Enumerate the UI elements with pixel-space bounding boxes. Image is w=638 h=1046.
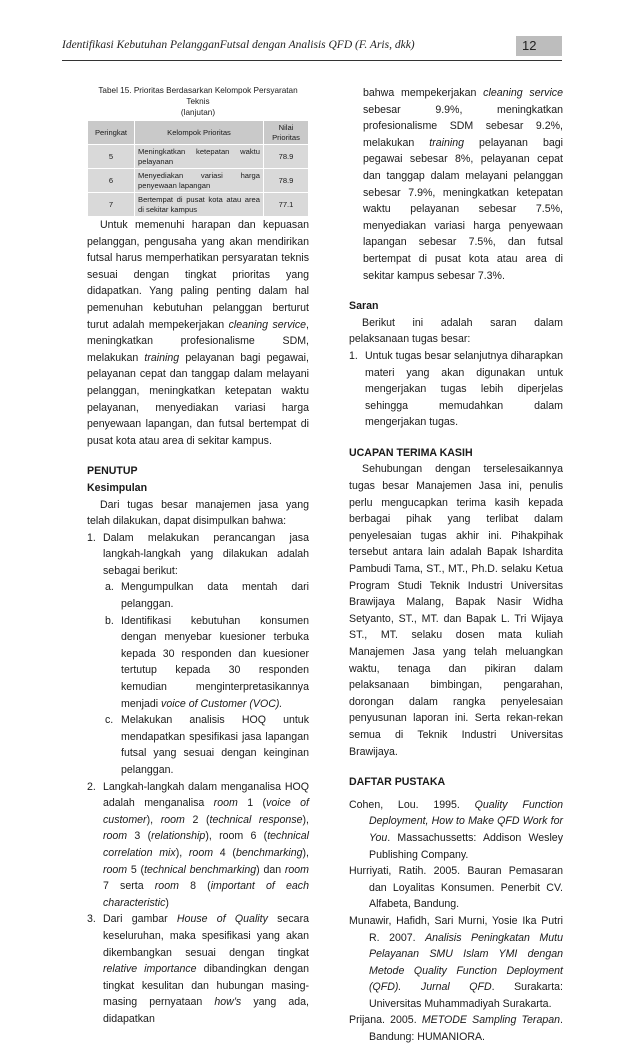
t: room (154, 880, 179, 893)
saran-list (349, 348, 563, 431)
list-item (87, 530, 309, 779)
t: House of Quality (176, 913, 268, 926)
sub-text: Identifikasi kebutuhan konsumen dengan menyebar kuesioner terbuka kepada 30 responden dan kuesioner tertutup kepada 30 responden kemudian menginterpretasikannya menjadi (121, 614, 309, 710)
t: room (188, 846, 214, 859)
t: benchmarking (235, 846, 303, 859)
caption-line-1: Tabel 15. Prioritas Berdasarkan Kelompok Persyaratan Teknis (98, 86, 298, 106)
t: bahwa mempekerjakan (363, 87, 484, 99)
sub-list (103, 579, 309, 778)
caption-line-2: (lanjutan) (180, 108, 216, 117)
t: 2 ( (184, 813, 210, 826)
t: important of each characteristic (103, 880, 309, 909)
t: 4 ( (213, 846, 236, 859)
t: Prijana. 2005. (349, 1014, 422, 1027)
t: pelayanan bagi pegawai sebesar 8%, pelayanan cepat dan tanggap dalam melayani pelanggan sebesar 7.9%, meningkatkan ketepatan waktu pelayanan sebesar 7.5%, menyediakan variasi harga penyewaan lapangan sebesar 7.5%, dan futsal bertempat di pusat kota atau area di sekitar kampus sebesar 7.3%. (363, 136, 563, 282)
header-nilai: Nilai Prioritas (264, 121, 309, 145)
t: how’s (214, 996, 242, 1009)
row-value: 77.1 (264, 193, 309, 217)
table-caption (87, 85, 309, 118)
header-kelompok: Kelompok Prioritas (135, 121, 264, 145)
section-heading-references: DAFTAR PUSTAKA (349, 776, 446, 789)
t: . Surakarta: Universitas Muhammadiyah Surakarta. (369, 981, 563, 1010)
t: technical benchmarking (144, 863, 257, 876)
t: Analisis Peningkatan Mutu Pelayanan SMU Islam YMI dengan Metode Quality Function Deployment (QFD). Jurnal QFD (369, 931, 563, 994)
page-number: 12 (516, 36, 562, 56)
t: ) (165, 896, 169, 909)
kesimpulan-intro: Dari tugas besar manajemen jasa yang telah dilakukan, dapat disimpulkan bahwa: (87, 498, 309, 528)
t: ), (175, 846, 189, 859)
t: Langkah-langkah dalam menganalisa HOQ adalah menganalisa (103, 780, 309, 810)
t: ), (302, 846, 309, 859)
t: ), (146, 813, 161, 826)
sub-list-item (105, 712, 309, 778)
subsection-heading-kesimpulan: Kesimpulan (87, 481, 148, 494)
table-header-row (88, 121, 309, 145)
t: ) dan (256, 863, 285, 876)
t: 3 ( (127, 830, 152, 843)
t: 1 ( (237, 797, 267, 810)
t: relationship (151, 830, 206, 843)
t: sebesar 9.9%, meningkatkan profesionalisme SDM sebesar 9.2%, melakukan (363, 103, 563, 149)
t: yang ada, didapatkan (103, 996, 309, 1025)
t: cleaning service (483, 87, 563, 99)
row-group: Meningkatkan ketepatan waktu pelayanan (135, 145, 264, 169)
list-item (87, 911, 309, 1027)
sub-number: b. (105, 614, 114, 627)
summary-paragraph (87, 217, 309, 449)
reference-item (349, 797, 563, 863)
thanks-paragraph: Sehubungan dengan terselesaikannya tugas besar Manajemen Jasa ini, penulis perlu mengucapkan terima kasih kepada berbagai pihak yang terlibat dalam penyelesaian tugas akhir ini. Pihakpihak tersebut antara lain adalah Bapak Ishardita Pambudi Tama, ST., MT., Ph.D. selaku Ketua Program Studi Teknik Industri Universitas Brawijaya Malang, Bapak Nasir Widha Setyanto, ST., MT. dan Bapak L. Tri Wijaya ST., MT. selaku dosen mata kuliah Manajemen Jasa yang telah meluangkan waktu, tenaga dan pikiran dalam pelaksanaan bimbingan, pengarahan, dorongan dalam rangka penyelesaian penyusunan laporan ini. Serta rekan-rekan semua di Teknik Industri Universitas Brawijaya. (349, 463, 563, 758)
running-header (62, 34, 562, 61)
row-rank: 5 (88, 145, 135, 169)
t: room (160, 813, 185, 826)
text-span: Untuk memenuhi harapan dan kepuasan pelanggan, pengusaha yang akan mendirikan futsal harus memperhatikan persyaratan teknis sesuai dengan tingkat prioritas yang didapatkan. Yang paling penting dalam hal pemenuhan kebutuhan pelanggan berturut turut adalah mempekerjakan (87, 219, 309, 331)
row-rank: 6 (88, 169, 135, 193)
t: room (213, 797, 238, 810)
list-item (349, 348, 563, 431)
table-row (88, 145, 309, 169)
t: 7 serta (103, 880, 155, 893)
row-group: Bertempat di pusat kota atau area di sekitar kampus (135, 193, 264, 217)
priority-table (87, 120, 309, 217)
t: 8 ( (178, 880, 211, 893)
t: . Bandung: HUMANIORA. (369, 1014, 563, 1044)
row-value: 78.9 (264, 145, 309, 169)
text-span: , meningkatkan profesionalisme SDM, melakukan (87, 318, 309, 364)
sub-text: Mengumpulkan data mentah dari pelanggan. (121, 581, 309, 611)
sub-text-em: voice of Customer (VOC). (161, 697, 283, 710)
list-number: 2. (87, 780, 96, 793)
list-number: 3. (87, 913, 96, 926)
subsection-heading-saran: Saran (349, 300, 379, 313)
section-heading-thanks: UCAPAN TERIMA KASIH (349, 446, 473, 459)
t: voice of customer (103, 797, 309, 826)
sub-number: a. (105, 581, 114, 594)
row-group: Menyediakan variasi harga penyewaan lapangan (135, 169, 264, 193)
t: ), room 6 ( (205, 830, 268, 843)
list-number: 1. (87, 531, 96, 544)
row-value: 78.9 (264, 169, 309, 193)
reference-item (349, 913, 563, 1013)
text-span: pelayanan bagi pegawai, pelayanan cepat dan tanggap dalam melayani pelanggan, meningkatkan ketepatan waktu pelayanan, menyediakan variasi harga penyewaan lapangan, dan futsal bertempat di pusat kota atau area di sekitar kampus. (87, 351, 309, 447)
t: training (429, 136, 465, 149)
t: technical correlation mix (103, 830, 309, 859)
t: Cohen, Lou. 1995. (349, 798, 475, 811)
conclusion-continuation (349, 85, 563, 284)
t: room (284, 863, 310, 876)
t: room (103, 830, 128, 843)
section-heading-penutup: PENUTUP (87, 465, 138, 478)
sub-list-item (105, 613, 309, 713)
sub-number: c. (105, 714, 114, 727)
t: secara keseluruhan, maka spesifikasi yang akan dikembangkan sesuai dengan tingkat (103, 913, 309, 959)
reference-item (349, 1012, 563, 1045)
list-text: Untuk tugas besar selanjutnya diharapkan materi yang akan digunakan untuk mengerjakan tugas lebih diperjelas sehingga memudahkan dalam mengerjakan tugas. (365, 349, 563, 429)
t: Dari gambar (103, 913, 177, 926)
saran-intro: Berikut ini adalah saran dalam pelaksanaan tugas besar: (349, 316, 563, 346)
sub-text: Melakukan analisis HOQ untuk mendapatkan spesifikasi jasa lapangan futsal yang sesuai dengan keinginan pelanggan. (121, 714, 309, 776)
t: METODE Sampling Terapan (421, 1014, 561, 1027)
text-em: training (144, 351, 180, 364)
t: 5 ( (127, 863, 145, 876)
t: relative importance (103, 963, 197, 976)
list-item (87, 779, 310, 912)
t: room (103, 863, 128, 876)
left-column (87, 85, 309, 1028)
list-text: Dalam melakukan perancangan jasa langkah-langkah yang dilakukan adalah sebagai berikut: (103, 531, 309, 577)
header-title: Identifikasi Kebutuhan PelangganFutsal dengan Analisis QFD (F. Aris, dkk) (62, 39, 415, 51)
sub-list-item (105, 579, 309, 612)
t: ), (302, 813, 309, 826)
header-peringkat: Peringkat (88, 121, 135, 145)
row-rank: 7 (88, 193, 135, 217)
t: . Massachussetts: Addison Wesley Publishing Company. (369, 831, 563, 861)
reference-item: Hurriyati, Ratih. 2005. Bauran Pemasaran dan Loyalitas Konsumen. Penerbit CV. Alfabeta, Bandung. (349, 865, 563, 911)
list-number: 1. (349, 349, 358, 362)
right-column (349, 85, 563, 1046)
t: technical response (209, 813, 303, 826)
text-em: cleaning service (228, 318, 307, 331)
table-row (88, 193, 309, 217)
conclusion-list (87, 530, 309, 1028)
table-row (88, 169, 309, 193)
t: Quality Function Deployment, How to Make QFD Work for You (369, 798, 564, 844)
t: Munawir, Hafidh, Sari Murni, Yosie Ika Putri R. 2007. (349, 914, 563, 944)
t: dibandingkan dengan tingkat kesulitan dan hubungan masing-masing pernyataan (103, 963, 309, 1009)
